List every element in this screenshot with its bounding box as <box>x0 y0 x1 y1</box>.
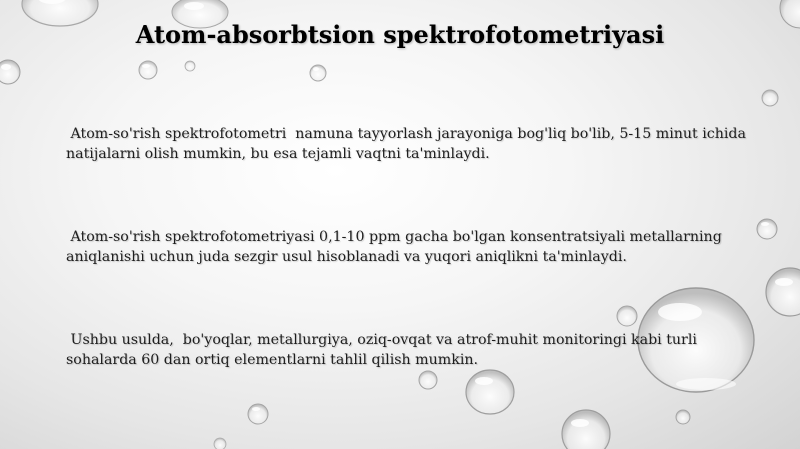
water-drop-icon <box>185 61 195 71</box>
water-drop-icon <box>762 90 778 106</box>
paragraph-applications: Ushbu usulda, bo'yoqlar, metallurgiya, oziq-ovqat va atrof-muhit monitoringi kabi turli sohalarda 60 dan ortiq elementlarni tahlil qilish mumkin. <box>66 332 702 368</box>
water-drop-icon <box>562 410 610 449</box>
paragraph-speed: Atom-so'rish spektrofotometri namuna tayyorlash jarayoniga bog'liq bo'lib, 5-15 minut ichida natijalarni olish mumkin, bu esa tejamli vaqtni ta'minlaydi. <box>66 126 751 162</box>
water-drop-icon <box>617 306 637 326</box>
water-drop-icon <box>676 410 690 424</box>
paragraph-sensitivity: Atom-so'rish spektrofotometriyasi 0,1-10 ppm gacha bo'lgan konsentratsiyali metallarning aniqlanishi uchun juda sezgir usul hisoblanadi va yuqori aniqlikni ta'minlaydi. <box>66 229 727 265</box>
water-drop-icon <box>757 219 777 239</box>
water-drop-icon <box>248 404 268 424</box>
water-drop-icon <box>466 370 514 414</box>
water-drop-icon <box>419 371 437 389</box>
water-drop-icon <box>214 438 226 449</box>
water-drop-icon <box>766 268 800 316</box>
slide-title: Atom-absorbtsion spektrofotometriyasi <box>135 20 665 49</box>
water-drop-icon <box>0 60 20 84</box>
water-drop-icon <box>310 65 326 81</box>
water-drop-icon <box>139 61 157 79</box>
